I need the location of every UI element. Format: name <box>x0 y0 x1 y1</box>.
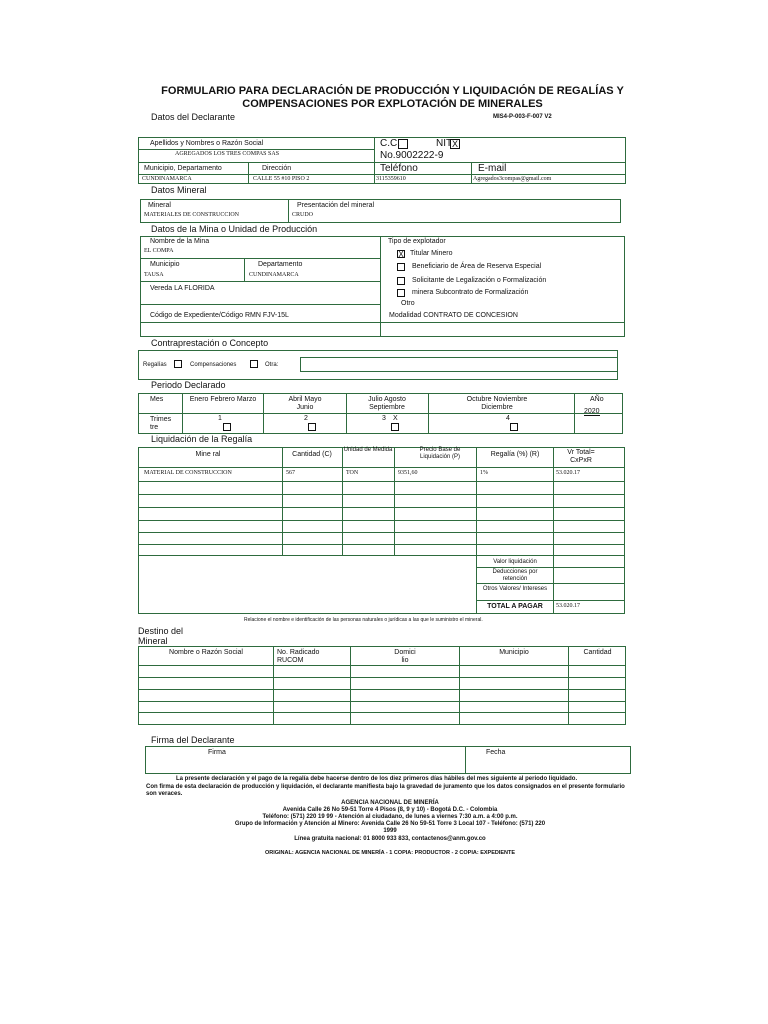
destino-table <box>138 646 626 725</box>
id-number: No.9002222-9 <box>380 150 444 161</box>
footer-address: Avenida Calle 26 No 59-51 Torre 4 Pisos (8, 9 y 10) - Bogotá D.C. - Colombia <box>282 807 498 813</box>
q3-mark: X <box>393 415 398 422</box>
regalias-label: Regalías <box>143 362 167 368</box>
tipo-checkbox-subcontrato[interactable] <box>397 289 405 297</box>
footer-p1: La presente declaración y el pago de la regalía debe hacerse dentro de los diez primeros días hábiles del mes siguiente al periodo liquidado. <box>176 776 578 782</box>
telefono-label: Teléfono <box>380 163 418 174</box>
tipo-checkbox-titular[interactable]: X <box>398 250 404 259</box>
q4-checkbox[interactable] <box>510 423 518 431</box>
name-label: Apellidos y Nombres o Razón Social <box>150 140 264 147</box>
compensaciones-label: Compensaciones <box>190 362 237 368</box>
mineral-value: MATERIALES DE CONSTRUCCION <box>144 212 240 218</box>
nit-checkbox[interactable]: X <box>451 139 458 149</box>
tipo-label-subcontrato: minera Subcontrato de Formalización <box>412 289 529 296</box>
anio-value: 2020 <box>584 408 600 415</box>
destino-heading: Destino del Mineral <box>138 626 184 646</box>
declarante-heading: Datos del Declarante <box>151 112 236 122</box>
mina-nombre-value: EL COMPA <box>144 248 174 254</box>
mineral-box <box>140 199 621 223</box>
liq-row-unidad: TON <box>346 470 359 476</box>
mina-municipio-label: Municipio <box>150 261 180 268</box>
compensaciones-checkbox[interactable] <box>250 360 258 368</box>
otra-field[interactable] <box>300 357 618 372</box>
total-pagar-label: TOTAL A PAGAR <box>487 603 543 610</box>
q3-label: Julio Agosto Septiembre <box>368 396 406 411</box>
footer-phone: Teléfono: (571) 220 19 99 - Atención al ciudadano, de lunes a viernes 7:30 a.m. a 4:00 p.m. <box>262 814 518 820</box>
mina-municipio-value: TAUSA <box>144 272 164 278</box>
footer-p2: Con firma de esta declaración de producción y liquidación, el declarante manifiesta bajo la gravedad de juramento que los datos consignados en el presente formulario son veraces. <box>146 784 625 797</box>
fecha-field[interactable] <box>470 758 625 772</box>
municipio-value: CUNDINAMARCA <box>142 176 192 182</box>
form-title: FORMULARIO PARA DECLARACIÓN DE PRODUCCIÓN Y LIQUIDACIÓN DE REGALÍAS Y COMPENSACIONES POR EXPLOTACIÓN DE MINERALES <box>161 85 624 110</box>
periodo-heading: Periodo Declarado <box>151 380 226 390</box>
form-code: MIS4-P-003-F-007 V2 <box>493 114 552 120</box>
cc-checkbox[interactable] <box>398 139 408 149</box>
email-label: E-mail <box>478 163 507 174</box>
q1-checkbox[interactable] <box>223 423 231 431</box>
q3-number: 3 <box>382 415 386 422</box>
direccion-value: CALLE 55 #10 PISO 2 <box>253 176 310 182</box>
q2-checkbox[interactable] <box>308 423 316 431</box>
total-pagar-value: 53.020.17 <box>556 603 580 609</box>
destino-header-nombre: Nombre o Razón Social <box>169 649 243 656</box>
mes-label: Mes <box>150 396 164 403</box>
telefono-value: 3115359610 <box>376 176 406 182</box>
liq-row-mineral: MATERIAL DE CONSTRUCCION <box>144 470 232 476</box>
liq-header-unidad: Unidad de Medida <box>343 447 393 453</box>
liq-row-cantidad: 567 <box>286 470 295 476</box>
presentacion-value: CRUDO <box>292 212 314 218</box>
q1-label: Enero Febrero Marzo <box>189 396 257 403</box>
tipo-checkbox-solicitante[interactable] <box>397 277 405 285</box>
municipio-label: Municipio, Departamento <box>144 165 222 172</box>
destino-header-cantidad: Cantidad <box>583 649 612 656</box>
q4-label: Octubre Noviembre Diciembre <box>466 396 528 411</box>
liq-header-regalia: Regalía (%) (R) <box>490 451 540 458</box>
mina-nombre-label: Nombre de la Mina <box>150 238 210 245</box>
q2-label: Abril Mayo Junio <box>288 396 322 411</box>
liq-row-total: 53.020.17 <box>556 470 580 476</box>
regalias-checkbox[interactable] <box>174 360 182 368</box>
email-value: Agregados3compas@gmail.com <box>473 176 552 182</box>
tipo-label-solicitante: Solicitante de Legalización o Formalización <box>412 277 547 284</box>
liquidacion-heading: Liquidación de la Regalía <box>151 434 253 444</box>
mineral-heading: Datos Mineral <box>151 185 207 195</box>
mineral-label: Mineral <box>148 202 171 209</box>
liquidacion-note: Relacione el nombre e identificación de las personas naturales o jurídicas a las que le suministro el mineral. <box>244 617 483 623</box>
deducciones-label: Deducciones por retención <box>492 569 538 582</box>
tipo-label-beneficiario: Beneficiario de Área de Reserva Especial <box>412 263 542 270</box>
name-value: AGREGADOS LOS TRES COMPAS SAS <box>175 151 280 157</box>
liq-row-regalia: 1% <box>480 470 488 476</box>
otros-label: Otros Valores/ Intereses <box>482 586 548 592</box>
liq-row-precio: 9351,60 <box>398 470 418 476</box>
footer-grupo2: 1999 <box>383 828 397 834</box>
q3-checkbox[interactable] <box>391 423 399 431</box>
tipo-checkbox-beneficiario[interactable] <box>397 263 405 271</box>
modalidad: Modalidad CONTRATO DE CONCESION <box>389 312 518 319</box>
presentacion-label: Presentación del mineral <box>297 202 375 209</box>
liq-header-mineral: Mine ral <box>195 451 221 458</box>
footer-grupo: Grupo de Información y Atención al Minero: Avenida Calle 26 No 59-51 Torre 3 Local 107 - Teléfono: (571) 220 <box>234 821 546 827</box>
nit-label: NIT <box>436 138 453 149</box>
footer-linea: Línea gratuita nacional: 01 8000 933 833, contactenos@anm.gov.co <box>294 836 486 842</box>
trimestre-label: Trimes tre <box>150 416 172 431</box>
q1-number: 1 <box>218 415 222 422</box>
footer-agency: AGENCIA NACIONAL DE MINERÍA <box>341 800 439 806</box>
liq-header-precio: Precio Base de Liquidación (P) <box>419 447 461 460</box>
direccion-label: Dirección <box>262 165 292 172</box>
tipo-label-titular: Titular Minero <box>410 250 453 257</box>
anio-label: AÑo <box>590 396 604 403</box>
vereda: Vereda LA FLORIDA <box>150 285 215 292</box>
firma-field[interactable] <box>160 758 460 772</box>
liq-header-total: Vr Total= CxPxR <box>567 449 595 464</box>
tipo-label: Tipo de explotador <box>388 238 446 245</box>
q4-number: 4 <box>506 415 510 422</box>
cc-label: C.C. <box>380 138 400 149</box>
firma-heading: Firma del Declarante <box>151 735 235 745</box>
codigo-expediente: Código de Expediente/Código RMN FJV-15L <box>150 312 289 319</box>
contraprestacion-heading: Contraprestación o Concepto <box>151 338 269 348</box>
firma-label: Firma <box>208 749 226 756</box>
mina-departamento-label: Departamento <box>258 261 303 268</box>
mina-departamento-value: CUNDINAMARCA <box>249 272 299 278</box>
destino-header-rucom: No. Radicado RUCOM <box>277 649 320 664</box>
footer-copies: ORIGINAL: AGENCIA NACIONAL DE MINERÍA - 1 COPIA: PRODUCTOR - 2 COPIA: EXPEDIENTE <box>264 850 516 856</box>
fecha-label: Fecha <box>486 749 506 756</box>
liq-header-cantidad: Cantidad (C) <box>292 451 332 458</box>
tipo-otro: Otro <box>401 300 415 307</box>
otra-label: Otra: <box>265 362 279 368</box>
destino-header-municipio: Municipio <box>499 649 529 656</box>
destino-header-domicilio: Domici lio <box>394 649 416 664</box>
valor-liquidacion-label: Valor liquidación <box>493 559 537 565</box>
mina-heading: Datos de la Mina o Unidad de Producción <box>151 224 318 234</box>
q2-number: 2 <box>304 415 308 422</box>
